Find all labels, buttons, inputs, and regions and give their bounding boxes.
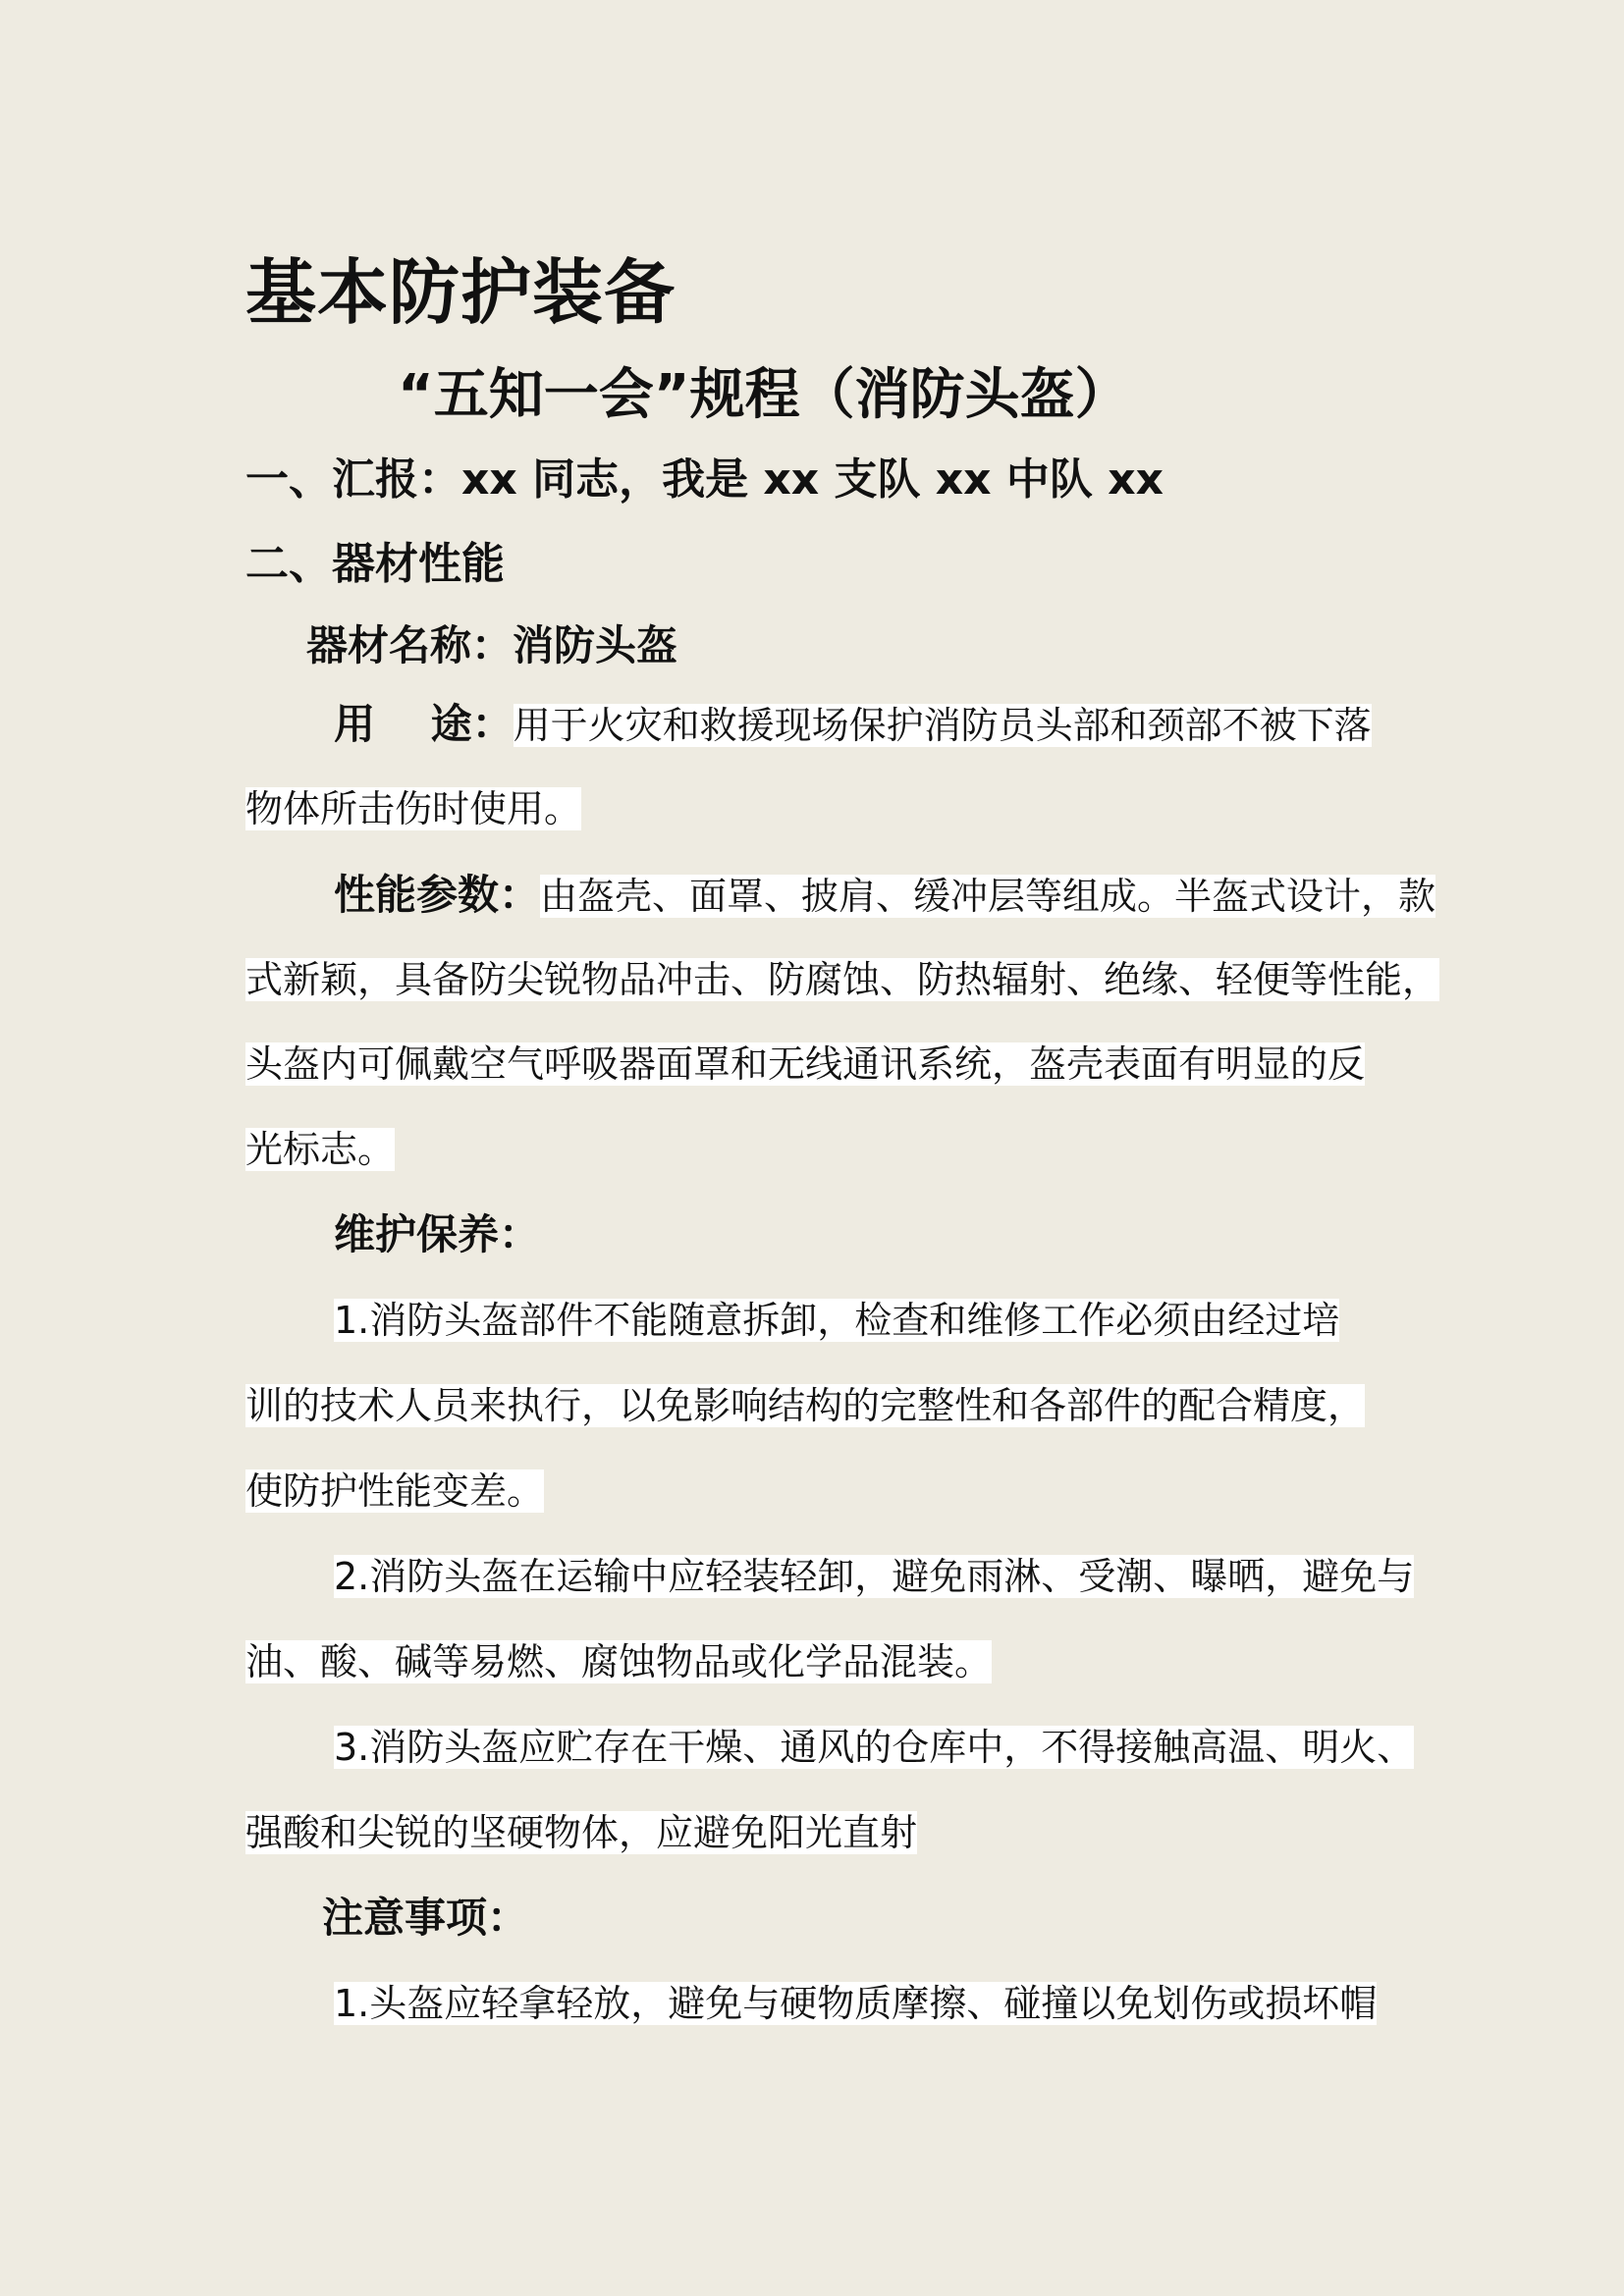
purpose-text-1: 用于火灾和救援现场保护消防员头部和颈部不被下落: [513, 704, 1372, 747]
cautions-item-1-line-1: [334, 1978, 1377, 2029]
document-title: 基本防护装备: [245, 251, 677, 334]
parameters-text-2: 式新颖，具备防尖锐物品冲击、防腐蚀、防热辐射、绝缘、轻便等性能，: [245, 958, 1440, 1001]
parameters-line-3: [245, 1039, 1365, 1090]
document-subtitle: “五知一会”规程（消防头盔）: [398, 363, 1130, 427]
maintenance-item-3-text-1: 3.消防头盔应贮存在干燥、通风的仓库中，不得接触高温、明火、: [334, 1726, 1415, 1769]
cautions-heading: [322, 1893, 528, 1944]
parameters-line-2: [245, 954, 1439, 1005]
parameters-text-1: 由盔壳、面罩、披肩、缓冲层等组成。半盔式设计，款: [540, 875, 1436, 918]
parameters-label: 性能参数：: [334, 871, 541, 919]
report-heading: 一、汇报：xx 同志，我是 xx 支队 xx 中队 xx: [245, 454, 1164, 505]
maintenance-item-1-text-2: 训的技术人员来执行，以免影响结构的完整性和各部件的配合精度，: [245, 1384, 1366, 1427]
purpose-line-1: [334, 699, 1380, 750]
parameters-line-1: [334, 870, 1436, 921]
purpose-label: 用 途：: [334, 700, 514, 748]
performance-heading: 二、器材性能: [245, 539, 505, 589]
maintenance-item-1-text-3: 使防护性能变差。: [245, 1469, 545, 1513]
maintenance-heading: [334, 1209, 540, 1260]
purpose-text-2: 物体所击伤时使用。: [245, 787, 582, 830]
cautions-item-1-text-1: 1.头盔应轻拿轻放，避免与硬物质摩擦、碰撞以免划伤或损坏帽: [334, 1982, 1378, 2025]
maintenance-item-1-line-2: [245, 1380, 1365, 1431]
document-page: [245, 0, 1440, 2296]
maintenance-item-3-text-2: 强酸和尖锐的坚硬物体，应避免阳光直射: [245, 1811, 918, 1854]
maintenance-item-2-text-2: 油、酸、碱等易燃、腐蚀物品或化学品混装。: [245, 1640, 993, 1683]
equipment-name: 器材名称：消防头盔: [306, 621, 678, 669]
maintenance-item-3-line-2: [245, 1807, 917, 1858]
maintenance-item-2-line-1: [334, 1551, 1414, 1602]
maintenance-item-1-text-1: 1.消防头盔部件不能随意拆卸，检查和维修工作必须由经过培: [334, 1299, 1340, 1342]
parameters-text-3: 头盔内可佩戴空气呼吸器面罩和无线通讯系统，盔壳表面有明显的反: [245, 1042, 1366, 1086]
purpose-line-2: [245, 783, 581, 834]
cautions-label: 注意事项：: [322, 1894, 529, 1942]
parameters-text-4: 光标志。: [245, 1128, 396, 1171]
parameters-line-4: [245, 1124, 395, 1175]
maintenance-item-1-line-3: [245, 1466, 544, 1517]
maintenance-item-1-line-1: [334, 1295, 1339, 1346]
maintenance-item-3-line-1: [334, 1722, 1414, 1773]
maintenance-item-2-line-2: [245, 1636, 992, 1687]
maintenance-item-2-text-1: 2.消防头盔在运输中应轻装轻卸，避免雨淋、受潮、曝晒，避免与: [334, 1555, 1415, 1598]
maintenance-label: 维护保养：: [334, 1210, 541, 1258]
